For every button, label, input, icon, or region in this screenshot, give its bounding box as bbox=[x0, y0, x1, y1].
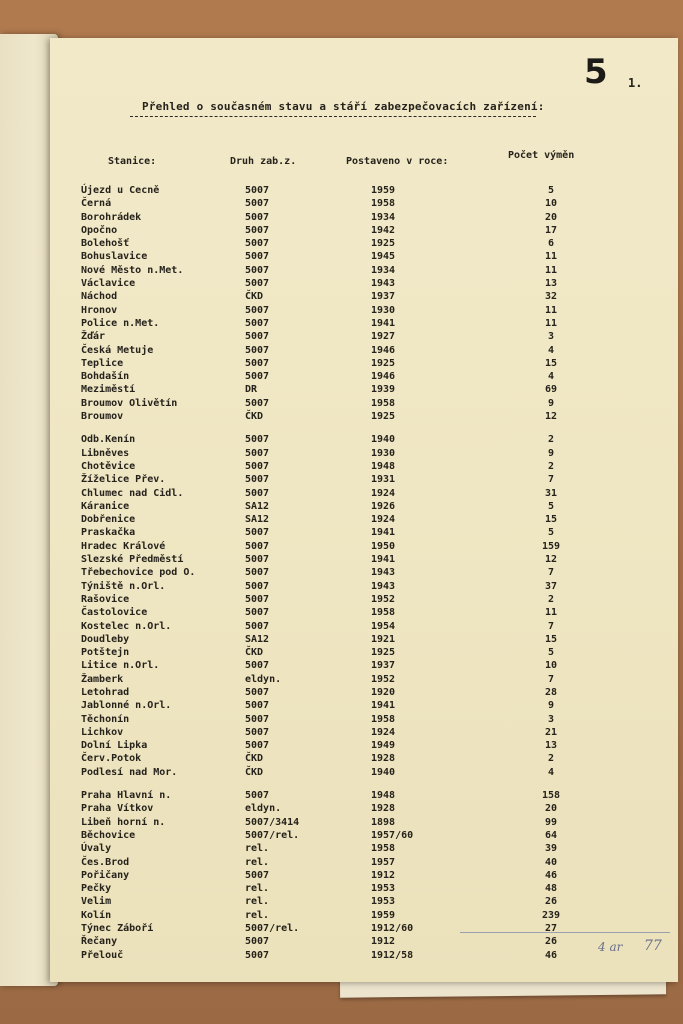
table-row bbox=[50, 816, 678, 829]
type-cell: 5007 bbox=[245, 434, 270, 446]
station-cell: Žamberk bbox=[81, 673, 124, 685]
station-cell: Podlesí nad Mor. bbox=[81, 766, 178, 778]
station-cell: Praha Hlavní n. bbox=[81, 790, 172, 802]
station-cell: Újezd u Cecně bbox=[81, 185, 160, 196]
station-cell: Velim bbox=[81, 896, 112, 908]
station-cell: Litice n.Orl. bbox=[81, 660, 160, 672]
station-cell: Černá bbox=[81, 198, 112, 210]
table-row bbox=[50, 909, 678, 922]
type-cell: 5007 bbox=[245, 397, 270, 409]
count-cell: 2 bbox=[547, 753, 555, 765]
station-cell: Rašovice bbox=[81, 593, 130, 605]
station-cell: Těchonín bbox=[81, 713, 130, 725]
year-cell: 1912/58 bbox=[371, 949, 414, 961]
type-cell: 5007 bbox=[245, 554, 270, 566]
type-cell: 5007 bbox=[245, 700, 270, 712]
station-cell: Teplice bbox=[81, 357, 124, 369]
table-row bbox=[50, 277, 678, 290]
count-cell: 9 bbox=[547, 700, 555, 712]
count-cell: 15 bbox=[544, 357, 558, 369]
count-cell: 17 bbox=[544, 224, 558, 236]
table-row bbox=[50, 513, 678, 526]
count-cell: 11 bbox=[544, 304, 558, 316]
count-cell: 9 bbox=[547, 447, 555, 459]
year-cell: 1943 bbox=[371, 567, 396, 579]
type-cell: 5007 bbox=[245, 527, 270, 539]
type-cell: 5007 bbox=[245, 251, 270, 263]
type-cell: DR bbox=[245, 384, 258, 396]
count-cell: 10 bbox=[544, 198, 558, 210]
station-cell: Praskačka bbox=[81, 527, 136, 539]
year-cell: 1949 bbox=[371, 740, 396, 752]
count-cell: 2 bbox=[547, 593, 555, 605]
year-cell: 1925 bbox=[371, 238, 396, 250]
year-cell: 1940 bbox=[371, 766, 396, 778]
type-cell: 5007 bbox=[245, 593, 270, 605]
station-cell: Chotěvice bbox=[81, 460, 136, 472]
count-cell: 21 bbox=[544, 726, 558, 738]
year-cell: 1940 bbox=[371, 434, 396, 446]
type-cell: 5007 bbox=[245, 238, 270, 250]
table-row bbox=[50, 447, 678, 460]
year-cell: 1912/60 bbox=[371, 923, 414, 935]
year-cell: 1924 bbox=[371, 487, 396, 499]
station-cell: Meziměstí bbox=[81, 384, 136, 396]
table-row bbox=[50, 922, 678, 935]
table-row bbox=[50, 789, 678, 802]
station-cell: Přelouč bbox=[81, 949, 124, 961]
year-cell: 1941 bbox=[371, 527, 396, 539]
type-cell: 5007/rel. bbox=[245, 923, 300, 935]
type-cell: ČKD bbox=[245, 753, 264, 765]
table-row bbox=[50, 659, 678, 672]
count-cell: 31 bbox=[544, 487, 558, 499]
table-body bbox=[50, 184, 678, 962]
count-cell: 5 bbox=[547, 500, 555, 512]
type-cell: ČKD bbox=[245, 766, 264, 778]
table-row bbox=[50, 460, 678, 473]
year-cell: 1959 bbox=[371, 185, 396, 196]
table-row bbox=[50, 580, 678, 593]
station-cell: Červ.Potok bbox=[81, 753, 142, 765]
type-cell: 5007 bbox=[245, 686, 270, 698]
type-cell: rel. bbox=[245, 909, 270, 921]
count-cell: 10 bbox=[544, 660, 558, 672]
type-cell: rel. bbox=[245, 896, 270, 908]
year-cell: 1926 bbox=[371, 500, 396, 512]
type-cell: 5007 bbox=[245, 224, 270, 236]
year-cell: 1912 bbox=[371, 869, 396, 881]
type-cell: ČKD bbox=[245, 411, 264, 423]
station-cell: Slezské Předměstí bbox=[81, 554, 184, 566]
type-cell: 5007 bbox=[245, 726, 270, 738]
type-cell: 5007 bbox=[245, 460, 270, 472]
station-cell: Běchovice bbox=[81, 829, 136, 841]
type-cell: rel. bbox=[245, 856, 270, 868]
station-cell: Nové Město n.Met. bbox=[81, 264, 184, 276]
year-cell: 1928 bbox=[371, 753, 396, 765]
table-row bbox=[50, 856, 678, 869]
table-row bbox=[50, 949, 678, 962]
year-cell: 1946 bbox=[371, 344, 396, 356]
year-cell: 1912 bbox=[371, 936, 396, 948]
table-row bbox=[50, 304, 678, 317]
table-row bbox=[50, 250, 678, 263]
count-cell: 48 bbox=[544, 883, 558, 895]
count-cell: 5 bbox=[547, 647, 555, 659]
count-cell: 3 bbox=[547, 331, 555, 343]
type-cell: 5007 bbox=[245, 790, 270, 802]
count-cell: 39 bbox=[544, 843, 558, 855]
year-cell: 1920 bbox=[371, 686, 396, 698]
station-cell: Broumov bbox=[81, 411, 124, 423]
station-cell: Doudleby bbox=[81, 633, 130, 645]
station-cell: Čes.Brod bbox=[81, 856, 130, 868]
year-cell: 1898 bbox=[371, 816, 396, 828]
table-row bbox=[50, 726, 678, 739]
year-cell: 1958 bbox=[371, 607, 396, 619]
station-cell: Týniště n.Orl. bbox=[81, 580, 166, 592]
count-cell: 40 bbox=[544, 856, 558, 868]
count-cell: 7 bbox=[547, 474, 555, 486]
count-cell: 7 bbox=[547, 620, 555, 632]
year-cell: 1941 bbox=[371, 317, 396, 329]
type-cell: 5007 bbox=[245, 278, 270, 290]
table-row bbox=[50, 264, 678, 277]
type-cell: 5007 bbox=[245, 474, 270, 486]
count-cell: 20 bbox=[544, 211, 558, 223]
year-cell: 1930 bbox=[371, 304, 396, 316]
year-cell: 1937 bbox=[371, 660, 396, 672]
type-cell: 5007 bbox=[245, 371, 270, 383]
type-cell: 5007 bbox=[245, 487, 270, 499]
count-cell: 26 bbox=[544, 896, 558, 908]
count-cell: 2 bbox=[547, 434, 555, 446]
year-cell: 1952 bbox=[371, 673, 396, 685]
type-cell: eldyn. bbox=[245, 803, 282, 815]
year-cell: 1957 bbox=[371, 856, 396, 868]
count-cell: 4 bbox=[547, 344, 555, 356]
handwritten-note: 4 ar bbox=[598, 940, 623, 954]
type-cell: 5007 bbox=[245, 607, 270, 619]
station-cell: Káranice bbox=[81, 500, 130, 512]
type-cell: 5007 bbox=[245, 949, 270, 961]
year-cell: 1948 bbox=[371, 460, 396, 472]
type-cell: 5007 bbox=[245, 740, 270, 752]
type-cell: SA12 bbox=[245, 500, 270, 512]
type-cell: 5007 bbox=[245, 198, 270, 210]
type-cell: SA12 bbox=[245, 633, 270, 645]
type-cell: 5007 bbox=[245, 317, 270, 329]
table-row bbox=[50, 197, 678, 210]
station-cell: Bohdašín bbox=[81, 371, 130, 383]
count-cell: 5 bbox=[547, 185, 555, 196]
count-cell: 6 bbox=[547, 238, 555, 250]
year-cell: 1924 bbox=[371, 514, 396, 526]
station-cell: Borohrádek bbox=[81, 211, 142, 223]
year-cell: 1945 bbox=[371, 251, 396, 263]
table-row bbox=[50, 184, 678, 197]
header-druh: Druh zab.z. bbox=[230, 156, 297, 167]
station-cell: Hronov bbox=[81, 304, 118, 316]
count-cell: 69 bbox=[544, 384, 558, 396]
count-cell: 13 bbox=[544, 740, 558, 752]
table-row bbox=[50, 500, 678, 513]
type-cell: 5007 bbox=[245, 264, 270, 276]
year-cell: 1934 bbox=[371, 211, 396, 223]
year-cell: 1952 bbox=[371, 593, 396, 605]
count-cell: 32 bbox=[544, 291, 558, 303]
table-row bbox=[50, 410, 678, 423]
table-row bbox=[50, 895, 678, 908]
table-row bbox=[50, 739, 678, 752]
count-cell: 11 bbox=[544, 607, 558, 619]
type-cell: rel. bbox=[245, 843, 270, 855]
document-title: Přehled o současném stavu a stáří zabezpečovacích zařízení: bbox=[142, 100, 545, 113]
type-cell: 5007 bbox=[245, 580, 270, 592]
table-row bbox=[50, 620, 678, 633]
table-row bbox=[50, 935, 678, 948]
year-cell: 1958 bbox=[371, 843, 396, 855]
handwritten-number: 77 bbox=[644, 938, 662, 954]
table-row bbox=[50, 526, 678, 539]
table-row bbox=[50, 487, 678, 500]
table-row bbox=[50, 540, 678, 553]
year-cell: 1959 bbox=[371, 909, 396, 921]
count-cell: 64 bbox=[544, 829, 558, 841]
table-row bbox=[50, 237, 678, 250]
year-cell: 1925 bbox=[371, 357, 396, 369]
count-cell: 9 bbox=[547, 397, 555, 409]
year-cell: 1930 bbox=[371, 447, 396, 459]
type-cell: 5007 bbox=[245, 869, 270, 881]
document-page bbox=[50, 38, 678, 982]
table-row bbox=[50, 646, 678, 659]
year-cell: 1942 bbox=[371, 224, 396, 236]
station-cell: Žíželice Přev. bbox=[81, 474, 166, 486]
year-cell: 1925 bbox=[371, 647, 396, 659]
type-cell: 5007/rel. bbox=[245, 829, 300, 841]
count-cell: 20 bbox=[544, 803, 558, 815]
type-cell: rel. bbox=[245, 883, 270, 895]
count-cell: 46 bbox=[544, 869, 558, 881]
count-cell: 15 bbox=[544, 514, 558, 526]
station-cell: Libněves bbox=[81, 447, 130, 459]
header-postaveno: Postaveno v roce: bbox=[346, 156, 449, 167]
table-row bbox=[50, 566, 678, 579]
station-cell: Lichkov bbox=[81, 726, 124, 738]
table-row bbox=[50, 766, 678, 779]
year-cell: 1957/60 bbox=[371, 829, 414, 841]
station-cell: Česká Metuje bbox=[81, 344, 154, 356]
type-cell: 5007/3414 bbox=[245, 816, 300, 828]
count-cell: 12 bbox=[544, 411, 558, 423]
count-cell: 46 bbox=[544, 949, 558, 961]
year-cell: 1921 bbox=[371, 633, 396, 645]
type-cell: 5007 bbox=[245, 304, 270, 316]
count-cell: 26 bbox=[544, 936, 558, 948]
count-cell: 15 bbox=[544, 633, 558, 645]
station-cell: Dolní Lipka bbox=[81, 740, 148, 752]
header-pocet: Počet výměn bbox=[508, 150, 575, 161]
page-number: 5 bbox=[584, 52, 608, 92]
table-row bbox=[50, 211, 678, 224]
table-row bbox=[50, 869, 678, 882]
type-cell: 5007 bbox=[245, 936, 270, 948]
year-cell: 1958 bbox=[371, 397, 396, 409]
table-row bbox=[50, 686, 678, 699]
station-cell: Řečany bbox=[81, 936, 118, 948]
station-cell: Hradec Králové bbox=[81, 540, 166, 552]
table-row bbox=[50, 829, 678, 842]
year-cell: 1941 bbox=[371, 554, 396, 566]
table-row bbox=[50, 699, 678, 712]
count-cell: 239 bbox=[541, 909, 561, 921]
station-cell: Jablonné n.Orl. bbox=[81, 700, 172, 712]
station-cell: Bolehošť bbox=[81, 238, 130, 250]
count-cell: 158 bbox=[541, 790, 561, 802]
station-cell: Praha Vítkov bbox=[81, 803, 154, 815]
year-cell: 1924 bbox=[371, 726, 396, 738]
type-cell: 5007 bbox=[245, 620, 270, 632]
table-row bbox=[50, 473, 678, 486]
station-cell: Častolovice bbox=[81, 607, 148, 619]
count-cell: 13 bbox=[544, 278, 558, 290]
type-cell: 5007 bbox=[245, 211, 270, 223]
station-cell: Dobřenice bbox=[81, 514, 136, 526]
station-cell: Chlumec nad Cidl. bbox=[81, 487, 184, 499]
station-cell: Úvaly bbox=[81, 843, 112, 855]
year-cell: 1931 bbox=[371, 474, 396, 486]
table-row bbox=[50, 397, 678, 410]
station-cell: Odb.Kenín bbox=[81, 434, 136, 446]
station-cell: Kolín bbox=[81, 909, 112, 921]
type-cell: 5007 bbox=[245, 540, 270, 552]
station-cell: Pečky bbox=[81, 883, 112, 895]
type-cell: ČKD bbox=[245, 647, 264, 659]
type-cell: 5007 bbox=[245, 344, 270, 356]
station-cell: Žďár bbox=[81, 331, 106, 343]
type-cell: 5007 bbox=[245, 185, 270, 196]
table-row bbox=[50, 224, 678, 237]
table-row bbox=[50, 606, 678, 619]
table-row bbox=[50, 593, 678, 606]
count-cell: 27 bbox=[544, 923, 558, 935]
type-cell: ČKD bbox=[245, 291, 264, 303]
station-cell: Náchod bbox=[81, 291, 118, 303]
year-cell: 1950 bbox=[371, 540, 396, 552]
table-row bbox=[50, 357, 678, 370]
table-row bbox=[50, 344, 678, 357]
page-number-sub: 1. bbox=[628, 76, 643, 90]
station-cell: Týnec Záboří bbox=[81, 923, 154, 935]
station-cell: Broumov Olivětín bbox=[81, 397, 178, 409]
table-row bbox=[50, 673, 678, 686]
type-cell: 5007 bbox=[245, 567, 270, 579]
station-cell: Pořičany bbox=[81, 869, 130, 881]
type-cell: 5007 bbox=[245, 357, 270, 369]
type-cell: SA12 bbox=[245, 514, 270, 526]
type-cell: 5007 bbox=[245, 660, 270, 672]
table-row bbox=[50, 553, 678, 566]
table-row bbox=[50, 433, 678, 446]
count-cell: 11 bbox=[544, 317, 558, 329]
count-cell: 11 bbox=[544, 251, 558, 263]
year-cell: 1928 bbox=[371, 803, 396, 815]
count-cell: 28 bbox=[544, 686, 558, 698]
type-cell: 5007 bbox=[245, 713, 270, 725]
count-cell: 12 bbox=[544, 554, 558, 566]
count-cell: 159 bbox=[541, 540, 561, 552]
table-row bbox=[50, 842, 678, 855]
count-cell: 7 bbox=[547, 567, 555, 579]
table-row bbox=[50, 330, 678, 343]
year-cell: 1958 bbox=[371, 198, 396, 210]
table-row bbox=[50, 752, 678, 765]
count-cell: 99 bbox=[544, 816, 558, 828]
table-row bbox=[50, 802, 678, 815]
year-cell: 1958 bbox=[371, 713, 396, 725]
station-cell: Potštejn bbox=[81, 647, 130, 659]
year-cell: 1939 bbox=[371, 384, 396, 396]
station-cell: Opočno bbox=[81, 224, 118, 236]
count-cell: 2 bbox=[547, 460, 555, 472]
year-cell: 1953 bbox=[371, 883, 396, 895]
year-cell: 1948 bbox=[371, 790, 396, 802]
count-cell: 4 bbox=[547, 371, 555, 383]
table-row bbox=[50, 383, 678, 396]
title-underline bbox=[130, 116, 536, 117]
station-cell: Letohrad bbox=[81, 686, 130, 698]
station-cell: Třebechovice pod O. bbox=[81, 567, 196, 579]
year-cell: 1943 bbox=[371, 580, 396, 592]
year-cell: 1937 bbox=[371, 291, 396, 303]
type-cell: 5007 bbox=[245, 447, 270, 459]
table-row bbox=[50, 633, 678, 646]
station-cell: Václavice bbox=[81, 278, 136, 290]
table-row bbox=[50, 370, 678, 383]
count-cell: 7 bbox=[547, 673, 555, 685]
station-cell: Kostelec n.Orl. bbox=[81, 620, 172, 632]
type-cell: eldyn. bbox=[245, 673, 282, 685]
count-cell: 37 bbox=[544, 580, 558, 592]
year-cell: 1943 bbox=[371, 278, 396, 290]
year-cell: 1946 bbox=[371, 371, 396, 383]
table-row bbox=[50, 290, 678, 303]
station-cell: Bohuslavice bbox=[81, 251, 148, 263]
count-cell: 4 bbox=[547, 766, 555, 778]
table-row bbox=[50, 882, 678, 895]
year-cell: 1941 bbox=[371, 700, 396, 712]
station-cell: Libeň horní n. bbox=[81, 816, 166, 828]
year-cell: 1934 bbox=[371, 264, 396, 276]
count-cell: 3 bbox=[547, 713, 555, 725]
count-cell: 11 bbox=[544, 264, 558, 276]
year-cell: 1953 bbox=[371, 896, 396, 908]
table-row bbox=[50, 317, 678, 330]
year-cell: 1927 bbox=[371, 331, 396, 343]
header-stanice: Stanice: bbox=[108, 156, 157, 167]
count-cell: 5 bbox=[547, 527, 555, 539]
year-cell: 1954 bbox=[371, 620, 396, 632]
type-cell: 5007 bbox=[245, 331, 270, 343]
year-cell: 1925 bbox=[371, 411, 396, 423]
station-cell: Police n.Met. bbox=[81, 317, 160, 329]
pencil-line bbox=[460, 932, 670, 933]
table-row bbox=[50, 713, 678, 726]
